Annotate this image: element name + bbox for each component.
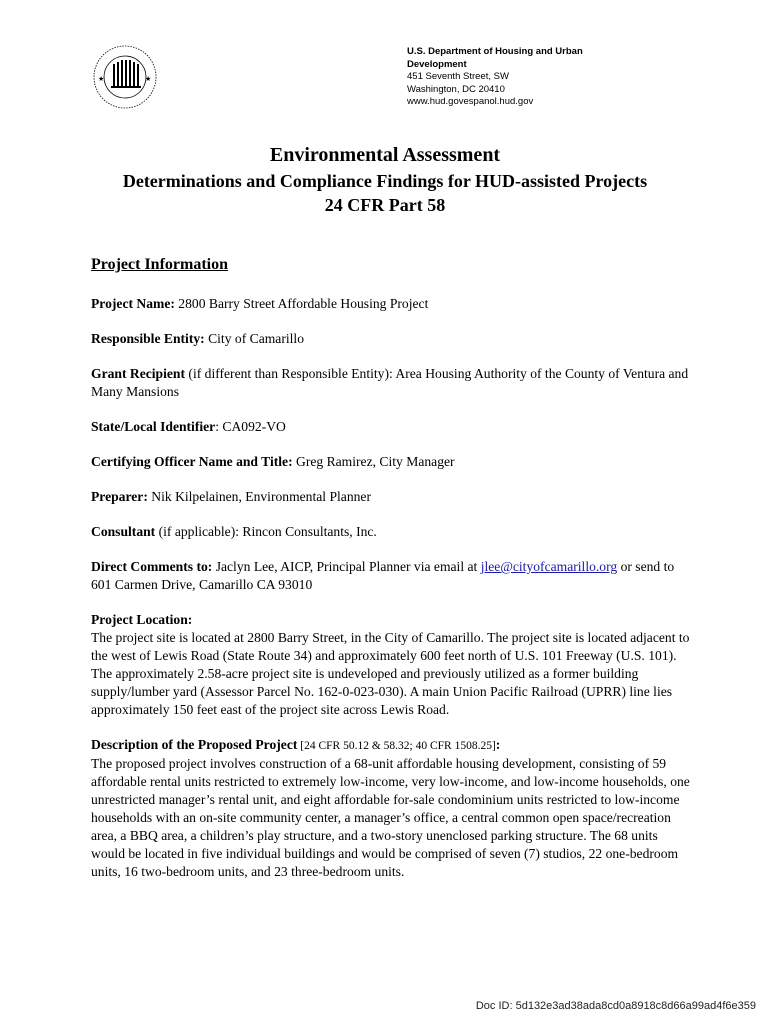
field-label: State/Local Identifier <box>91 419 216 434</box>
project-location-label: Project Location: <box>91 612 193 627</box>
document-titles <box>0 142 770 217</box>
field-value: (if applicable): Rincon Consultants, Inc. <box>155 524 377 539</box>
svg-text:★: ★ <box>98 75 105 83</box>
field-value: Nik Kilpelainen, Environmental Planner <box>147 489 371 504</box>
field-value-continued: or send to 601 Carmen Drive, Camarillo CA 93010 <box>91 559 675 592</box>
hud-seal-icon <box>92 44 158 110</box>
agency-address-block <box>407 46 617 109</box>
field-label: Direct Comments to: <box>91 559 213 574</box>
field-label: Preparer: <box>91 489 148 504</box>
document-id: Doc ID: 5d132e3ad38ada8cd0a8918c8d66a99ad4f6e359 <box>475 1000 756 1012</box>
agency-city: Washington, DC 20410 <box>407 83 505 95</box>
field-value: (if different than Responsible Entity): Area Housing Authority of the County of Ventura and Many Mansions <box>91 366 689 399</box>
field-value: : CA092-VO <box>215 419 286 434</box>
regulation-reference: 24 CFR Part 58 <box>324 195 446 215</box>
document-subtitle: Determinations and Compliance Findings for HUD-assisted Projects <box>122 171 648 191</box>
field-label: Grant Recipient <box>91 366 186 381</box>
svg-text:★: ★ <box>145 75 152 83</box>
project-description-label: Description of the Proposed Project <box>91 737 298 752</box>
project-description-citation: [24 CFR 50.12 & 58.32; 40 CFR 1508.25] <box>297 740 496 752</box>
field-value: 2800 Barry Street Affordable Housing Project <box>174 296 429 311</box>
field-value: Greg Ramirez, City Manager <box>292 454 455 469</box>
responsible-entity-field <box>91 330 691 348</box>
agency-name: U.S. Department of Housing and Urban Development <box>407 46 583 70</box>
certifying-officer-field <box>91 453 691 471</box>
field-value: Jaclyn Lee, AICP, Principal Planner via email at <box>212 559 481 574</box>
consultant-field <box>91 523 691 541</box>
project-description-text: The proposed project involves construction of a 68-unit affordable housing development, consisting of 59 affordable rental units restricted to extremely low-income, very low-income, and low-income households, one unrestricted manager’s rental unit, and eight affordable for-sale condominium units restricted to low-income households with an on-site community center, a manager’s office, a central common open space/recreation area, a BBQ area, a children’s play structure, and a two-story unenclosed parking structure. The 68 units would be located in five individual buildings and would be comprised of seven (7) studios, 22 one-bedroom units, 16 two-bedroom units, and 23 three-bedroom units. <box>91 756 690 879</box>
document-title: Environmental Assessment <box>269 144 501 166</box>
project-information-section <box>91 254 691 898</box>
field-label: Responsible Entity: <box>91 331 205 346</box>
project-name-field <box>91 295 691 313</box>
grant-recipient-field <box>91 365 691 401</box>
field-label: Project Name: <box>91 296 175 311</box>
project-location-block <box>91 611 691 719</box>
contact-email-link[interactable]: jlee@cityofcamarillo.org <box>480 559 618 574</box>
section-heading: Project Information <box>91 256 228 273</box>
field-label: Certifying Officer Name and Title: <box>91 454 293 469</box>
field-label: Consultant <box>91 524 156 539</box>
preparer-field <box>91 488 691 506</box>
field-value: City of Camarillo <box>204 331 304 346</box>
agency-street: 451 Seventh Street, SW <box>407 71 509 83</box>
agency-website: www.hud.govespanol.hud.gov <box>407 96 534 108</box>
project-description-colon: : <box>495 737 501 752</box>
direct-comments-field <box>91 558 691 594</box>
project-description-block <box>91 736 691 881</box>
state-local-identifier-field <box>91 418 691 436</box>
project-location-text: The project site is located at 2800 Barry Street, in the City of Camarillo. The project site is located adjacent to the west of Lewis Road (State Route 34) and approximately 600 feet north of U.S. 101 Freeway (U.S. 101). The approximately 2.58-acre project site is undeveloped and previously utilized as a former building supply/lumber yard (Assessor Parcel No. 162-0-023-030). A main Union Pacific Railroad (UPRR) line lies approximately 150 feet east of the project site across Lewis Road. <box>91 630 690 717</box>
